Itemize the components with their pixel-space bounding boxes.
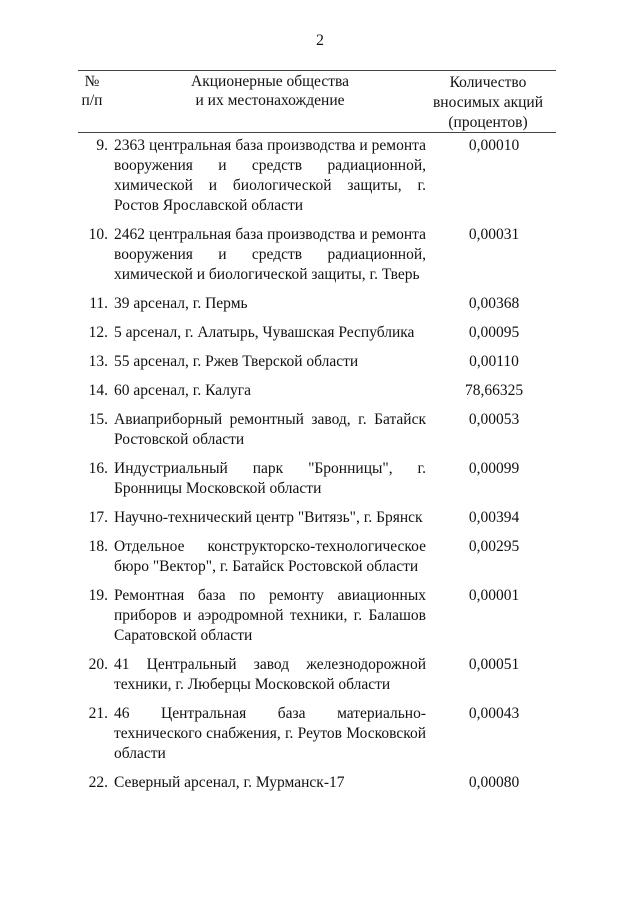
row-share: 0,00368 [468,295,520,312]
row-share: 0,00394 [468,509,520,526]
row-number: 21. [88,705,108,722]
table-row [0,655,640,695]
row-share: 0,00099 [468,460,520,477]
header-number [72,72,112,110]
row-number: 13. [88,353,108,370]
row-share: 0,00110 [469,353,519,370]
header-company-line: и их местонахождение [195,92,345,109]
row-share: 0,00080 [468,774,520,791]
header-company [150,72,390,110]
header-quantity [428,73,548,133]
row-share: 78,66325 [464,382,524,399]
header-quantity-line: (процентов) [448,114,528,131]
row-number: 16. [88,460,108,477]
table-row [0,459,640,499]
table-row [0,225,640,285]
table-row [0,352,640,372]
row-company: 55 арсенал, г. Ржев Тверской области [114,353,359,370]
table-row [0,586,640,646]
header-quantity-line: вносимых акций [432,94,544,111]
table-row [0,136,640,216]
header-number-line: № [84,73,100,90]
row-company: 5 арсенал, г. Алатырь, Чувашская Республика [114,324,415,341]
table-row [0,704,640,764]
header-number-line: п/п [81,92,103,109]
row-number: 9. [96,137,108,154]
row-company: 2462 центральная база производства и ремонта вооружения и средств радиационной, химической и биологической защиты, г. Тверь [114,226,426,283]
header-bottom-rule [78,132,556,133]
row-share: 0,00001 [468,587,520,604]
row-company: Отдельное конструкторско-технологическое бюро "Вектор", г. Батайск Ростовской области [114,538,426,575]
row-number: 12. [88,324,108,341]
row-number: 15. [88,411,108,428]
row-company: Индустриальный парк "Бронницы", г. Бронницы Московской области [114,460,426,497]
row-share: 0,00010 [468,137,520,154]
row-number: 19. [88,587,108,604]
header-quantity-line: Количество [449,74,527,91]
row-company: 2363 центральная база производства и ремонта вооружения и средств радиационной, химической и биологической защиты, г. Ростов Ярославской области [114,137,426,214]
row-share: 0,00295 [468,538,520,555]
row-company: Ремонтная база по ремонту авиационных приборов и аэродромной техники, г. Балашов Саратовской области [114,587,426,644]
row-number: 22. [88,774,108,791]
page-number: 2 [316,32,324,49]
row-number: 10. [88,226,108,243]
table-top-rule [78,70,556,71]
row-company: 46 Центральная база материально-технического снабжения, г. Реутов Московской области [114,705,426,762]
table-row [0,410,640,450]
row-number: 11. [89,295,108,312]
row-company: 39 арсенал, г. Пермь [114,295,248,312]
table-row [0,508,640,528]
row-number: 14. [88,382,108,399]
row-company: Северный арсенал, г. Мурманск-17 [114,774,345,791]
row-company: 60 арсенал, г. Калуга [114,382,251,399]
table-body [0,136,640,802]
row-company: Научно-технический центр "Витязь", г. Брянск [114,509,423,526]
table-row [0,323,640,343]
table-row [0,773,640,793]
row-share: 0,00051 [468,656,520,673]
row-number: 17. [88,509,108,526]
row-share: 0,00053 [468,411,520,428]
row-share: 0,00031 [468,226,520,243]
row-company: 41 Центральный завод железнодорожной техники, г. Люберцы Московской области [114,656,426,693]
row-share: 0,00095 [468,324,520,341]
row-company: Авиаприборный ремонтный завод, г. Батайск Ростовской области [114,411,426,448]
table-row [0,294,640,314]
row-number: 18. [88,538,108,555]
row-number: 20. [88,656,108,673]
table-row [0,537,640,577]
row-share: 0,00043 [468,705,520,722]
header-company-line: Акционерные общества [191,73,349,90]
table-row [0,381,640,401]
